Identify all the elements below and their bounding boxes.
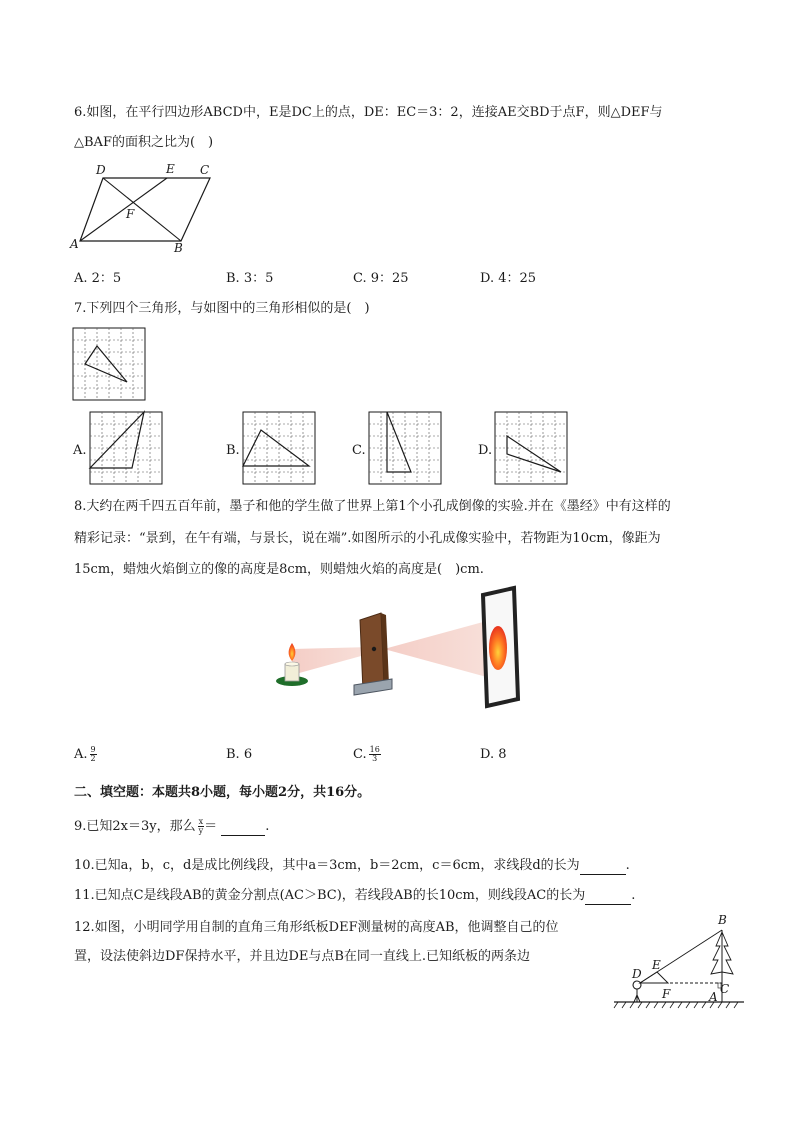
q9-fraction-numerator: x [198, 817, 204, 826]
q8-option-a-prefix: A. [74, 747, 88, 762]
section-2-heading: 二、填空题：本题共8小题，每小题2分，共16分。 [74, 785, 371, 800]
q6-label-A: A [70, 237, 79, 251]
q6-label-C: C [200, 163, 210, 177]
q10-line [74, 857, 630, 875]
q12-label-C: C [720, 982, 730, 996]
q9-answer-blank[interactable] [221, 821, 265, 836]
q6-option-a: A. 2：5 [74, 271, 122, 286]
q6-line2: △BAF的面积之比为( ) [74, 135, 214, 150]
q11-text: 11.已知点C是线段AB的黄金分割点(AC＞BC)，若线段AB的长10cm，则线段AC的长为 [74, 888, 586, 903]
q12-line2: 置，设法使斜边DF保持水平，并且边DE与点B在同一直线上.已知纸板的两条边 [74, 949, 531, 964]
q8-option-b: B. 6 [226, 747, 253, 762]
q9-end: . [265, 819, 270, 834]
q7-option-c-label: C. [352, 443, 366, 458]
q8-option-c-numerator: 16 [369, 745, 380, 754]
q8-option-a [74, 746, 97, 764]
pinhole-camera-illustration [268, 585, 528, 710]
q9-fraction-denominator: y [198, 826, 204, 835]
q8-option-c [353, 746, 381, 764]
q7-option-d-grid [495, 412, 567, 484]
q8-option-a-fraction [90, 746, 97, 763]
q8-line1: 8.大约在两千四五百年前，墨子和他的学生做了世界上第1个小孔成倒像的实验.并在《墨经》中有这样的 [74, 499, 671, 514]
q7-option-d-label: D. [478, 443, 493, 458]
q12-label-D: D [632, 967, 642, 981]
q6-label-D: D [96, 163, 106, 177]
q11-end: . [631, 888, 636, 903]
q8-line3: 15cm，蜡烛火焰倒立的像的高度是8cm，则蜡烛火焰的高度是( )cm. [74, 562, 484, 577]
q12-label-E: E [652, 958, 661, 972]
q10-text: 10.已知a，b，c，d是成比例线段，其中a＝3cm，b＝2cm，c＝6cm，求线段d的长为 [74, 858, 580, 873]
q10-answer-blank[interactable] [580, 860, 626, 875]
q6-line1: 6.如图，在平行四边形ABCD中，E是DC上的点，DE：EC＝3：2，连接AE交BD于点F，则△DEF与 [74, 105, 663, 120]
q8-option-a-numerator: 9 [90, 745, 96, 754]
q11-line [74, 887, 635, 905]
q7-option-a-label: A. [73, 443, 87, 458]
q7-option-a-grid [90, 412, 162, 484]
q8-option-d: D. 8 [480, 747, 507, 762]
q8-option-c-fraction [369, 746, 381, 763]
q6-option-d: D. 4：25 [480, 271, 537, 286]
q7-option-c-grid [369, 412, 441, 484]
q9-suffix: ＝ [204, 819, 218, 834]
q8-line2: 精彩记录：“景到，在午有端，与景长，说在端”.如图所示的小孔成像实验中，若物距为10cm，像距为 [74, 531, 661, 546]
q6-label-E: E [166, 162, 175, 176]
inverted-flame-image [489, 626, 507, 670]
q12-line1: 12.如图，小明同学用自制的直角三角形纸板DEF测量树的高度AB，他调整自己的位 [74, 920, 559, 935]
q12-label-A: A [709, 990, 718, 1004]
q7-option-b-label: B. [226, 443, 240, 458]
q8-option-c-prefix: C. [353, 747, 367, 762]
q6-label-B: B [174, 241, 183, 255]
q6-option-c: C. 9：25 [353, 271, 409, 286]
q10-end: . [625, 858, 630, 873]
q6-label-F: F [126, 207, 135, 221]
q8-option-c-denominator: 3 [372, 754, 378, 763]
q7-reference-grid [73, 328, 145, 400]
q8-option-a-denominator: 2 [90, 754, 96, 763]
q11-answer-blank[interactable] [585, 890, 631, 905]
q12-tree-measurement-figure [612, 910, 747, 1015]
q7-option-b-grid [243, 412, 315, 484]
q12-label-F: F [662, 987, 671, 1001]
q6-option-b: B. 3：5 [226, 271, 274, 286]
q7-line1: 7.下列四个三角形，与如图中的三角形相似的是( ) [74, 301, 370, 316]
q9-line [74, 818, 269, 836]
q6-parallelogram-figure [68, 160, 218, 255]
q9-prefix: 9.已知2x＝3y，那么 [74, 819, 196, 834]
q12-label-B: B [718, 913, 727, 927]
